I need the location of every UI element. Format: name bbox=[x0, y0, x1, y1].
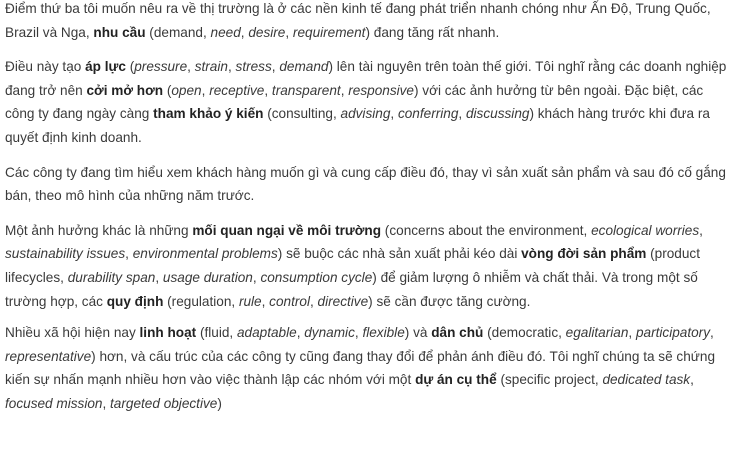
synonym: stress bbox=[235, 59, 272, 75]
text-run: , bbox=[125, 246, 133, 262]
text-run: (democratic, bbox=[483, 325, 566, 341]
key-term: nhu cầu bbox=[93, 24, 146, 40]
paragraph bbox=[5, 0, 733, 44]
text-run: , bbox=[458, 106, 466, 122]
synonym: need bbox=[210, 24, 241, 40]
synonym: directive bbox=[317, 293, 369, 309]
synonym: dynamic bbox=[304, 325, 355, 341]
synonym: environmental problems bbox=[132, 246, 278, 262]
text-run: , bbox=[155, 269, 163, 285]
text-run: , bbox=[261, 293, 270, 309]
synonym: responsive bbox=[348, 82, 414, 98]
text-run: ( bbox=[125, 59, 135, 75]
text-run: ) lên tài nguyên trên toàn thế giới. Tôi nghĩ rằng các doanh nghiệp đang trở nên bbox=[5, 59, 727, 98]
key-term: dân chủ bbox=[431, 325, 484, 341]
text-run: (concerns about the environment, bbox=[381, 222, 592, 238]
key-term: áp lực bbox=[85, 59, 126, 75]
text-run: ) sẽ buộc các nhà sản xuất phải kéo dài bbox=[277, 246, 522, 262]
text-run: , bbox=[309, 293, 318, 309]
text-run: ) hơn, và cấu trúc của các công ty cũng đang thay đổi để phản ánh điều đó. Tôi nghĩ chúng ta sẽ chứng kiến sự nhấn mạnh nhiều hơn vào việc thành lập các nhóm với một bbox=[5, 348, 716, 388]
text-run: (product lifecycles, bbox=[5, 246, 701, 285]
synonym: advising bbox=[340, 106, 391, 122]
key-term: linh hoạt bbox=[139, 325, 197, 341]
text-run: , bbox=[710, 325, 714, 341]
text-run: ) đang tăng rất nhanh. bbox=[365, 24, 500, 40]
synonym: conferring bbox=[397, 106, 459, 122]
synonym: transparent bbox=[271, 82, 341, 98]
text-run: (consulting, bbox=[263, 106, 341, 122]
synonym: usage duration bbox=[162, 269, 253, 285]
text-run: , bbox=[699, 222, 703, 238]
synonym: focused mission bbox=[5, 395, 103, 411]
text-run: Một ảnh hưởng khác là những bbox=[5, 222, 193, 238]
text-run: , bbox=[187, 59, 195, 75]
text-run: ) với các ảnh hưởng từ bên ngoài. Đặc biệt, các công ty đang ngày càng bbox=[5, 82, 704, 122]
text-run: , bbox=[102, 395, 111, 411]
synonym: egalitarian bbox=[565, 325, 629, 341]
key-term: quy định bbox=[106, 293, 164, 309]
paragraph bbox=[5, 219, 733, 313]
text-run: ) khách hàng trước khi đưa ra quyết định kinh doanh. bbox=[5, 106, 710, 145]
synonym: durability span bbox=[67, 269, 156, 285]
text-run: , bbox=[296, 325, 305, 341]
key-term: cởi mở hơn bbox=[86, 82, 164, 98]
text-run: (fluid, bbox=[196, 325, 237, 341]
text-run: ) bbox=[217, 395, 222, 411]
text-run: (demand, bbox=[145, 24, 211, 40]
text-run: Điều này tạo bbox=[5, 59, 86, 75]
synonym: discussing bbox=[465, 106, 530, 122]
text-run: Điểm thứ ba tôi muốn nêu ra về thị trường là ở các nền kinh tế đang phát triển nhanh chóng như Ấn Độ, Trung Quốc, Brazil và Nga, bbox=[5, 1, 711, 40]
text-run: Các công ty đang tìm hiểu xem khách hàng muốn gì và cung cấp điều đó, thay vì sản xuất sản phẩm và sau đó cố gắng bán, theo mô hình của những năm trước. bbox=[5, 164, 726, 204]
text-run: (regulation, bbox=[163, 293, 239, 309]
synonym: adaptable bbox=[236, 325, 297, 341]
synonym: rule bbox=[238, 293, 262, 309]
synonym: ecological worries bbox=[591, 222, 700, 238]
text-run: , bbox=[340, 82, 349, 98]
text-run: , bbox=[264, 82, 272, 98]
text-run: , bbox=[354, 325, 363, 341]
text-run: (specific project, bbox=[496, 372, 603, 388]
synonym: targeted objective bbox=[110, 395, 218, 411]
synonym: participatory bbox=[635, 325, 711, 341]
text-run: , bbox=[240, 24, 249, 40]
text-run: , bbox=[252, 269, 261, 285]
synonym: desire bbox=[248, 24, 286, 40]
text-run: ) để giảm lượng ô nhiễm và chất thải. Và trong một số trường hợp, các bbox=[5, 269, 698, 309]
text-run: ) sẽ cần được tăng cường. bbox=[368, 293, 531, 309]
text-run: , bbox=[201, 82, 210, 98]
synonym: pressure bbox=[134, 59, 188, 75]
text-run: , bbox=[271, 59, 280, 75]
synonym: strain bbox=[194, 59, 228, 75]
text-run: Nhiều xã hội hiện nay bbox=[5, 325, 140, 341]
key-term: vòng đời sản phẩm bbox=[521, 246, 647, 262]
synonym: sustainability issues bbox=[5, 246, 126, 262]
synonym: open bbox=[171, 82, 202, 98]
key-term: dự án cụ thể bbox=[415, 372, 497, 388]
text-run: ) và bbox=[404, 325, 432, 341]
article-body bbox=[5, 0, 733, 427]
key-term: tham khảo ý kiến bbox=[153, 106, 264, 122]
paragraph bbox=[5, 321, 733, 415]
paragraph bbox=[5, 161, 733, 208]
synonym: consumption cycle bbox=[260, 269, 373, 285]
synonym: demand bbox=[279, 59, 329, 75]
synonym: requirement bbox=[292, 24, 366, 40]
synonym: flexible bbox=[362, 325, 405, 341]
text-run: ( bbox=[163, 82, 172, 98]
text-run: , bbox=[628, 325, 636, 341]
synonym: control bbox=[269, 293, 310, 309]
text-run: , bbox=[690, 372, 694, 388]
key-term: mối quan ngại về môi trường bbox=[192, 222, 382, 238]
paragraph bbox=[5, 55, 733, 149]
text-run: , bbox=[390, 106, 398, 122]
synonym: receptive bbox=[209, 82, 265, 98]
text-run: , bbox=[227, 59, 236, 75]
text-run: , bbox=[285, 24, 293, 40]
synonym: representative bbox=[5, 348, 92, 364]
synonym: dedicated task bbox=[602, 372, 691, 388]
